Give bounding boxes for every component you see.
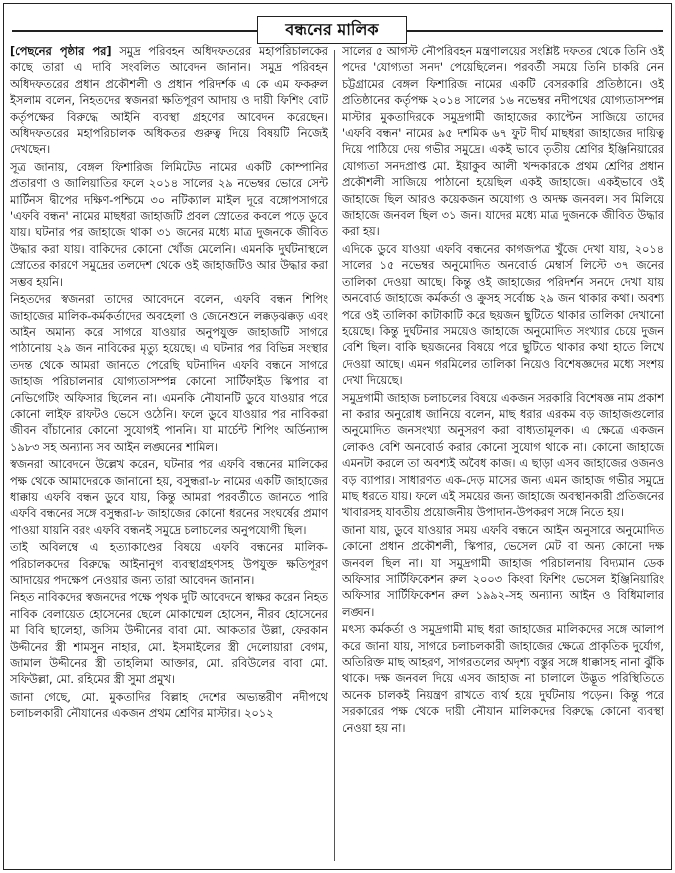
newspaper-page bbox=[3, 3, 672, 870]
paragraph: তাই অবিলম্বে এ হত্যাকাণ্ডের বিষয়ে এফবি বন্ধনের মালিক-পরিচালকদের বিরুদ্ধে আইনানুগ ব্যবস্থাগ্রহণসহ উপযুক্ত ক্ষতিপূরণ আদায়ের পদক্ষেপ নেওয়ার জন্য তারা আবেদন জানান। bbox=[10, 541, 328, 587]
article-title: বন্ধনের মালিক bbox=[257, 16, 407, 44]
paragraph: নিহত নাবিকদের স্বজনদের পক্ষে পৃথক দুটি আবেদনে স্বাক্ষর করেন নিহত নাবিক বেলায়েত হোসেনের ছেলে মোকাম্মেল হোসেন, নীরব হোসেনের মা বিবি ছালেহা, জসিম উদ্দীনের বাবা মো. আকতার উল্লা, ফেরকান উদ্দীনের স্ত্রী শামসুন নাহার, মো. ইসমাইলের স্ত্রী দেলোয়ারা বেগম, জামাল উদ্দীনের স্ত্রী তাহলিমা আক্তার, মো. রবিউলের বাবা মো. সফিউল্লা, মো. রহিমের স্ত্রী সুমা প্রমুখ। bbox=[10, 591, 328, 687]
paragraph: জানা গেছে, মো. মুকতাদির বিল্লাহ দেশের অভ্যন্তরীণ নদীপথে চলাচলকারী নৌযানের একজন প্রথম শ্রেণির মাস্টার। ২০১২ bbox=[10, 690, 328, 721]
paragraph: স্বজনরা আবেদনে উল্লেখ করেন, ঘটনার পর এফবি বন্ধনের মালিকের পক্ষ থেকে আমাদেরকে জানানো হয়, বসুন্ধরা-৮ নামের একটি জাহাজের ধাক্কায় এফবি বন্ধন ডুবে যায়, কিন্তু আমরা পরবর্তীতে জানতে পারি এফবি বন্ধনের সঙ্গে বসুন্ধরা-৮ জাহাজের কোনো ধরনের সংঘর্ষের প্রমাণ পাওয়া যায়নি বরং এফবি বন্ধনই সমুদ্রে চলাচলের অনুপযোগী ছিল। bbox=[10, 458, 328, 537]
paragraph: মৎস্য কর্মকর্তা ও সমুদ্রগামী মাছ ধরা জাহাজের মালিকদের সঙ্গে আলাপ করে জানা যায়, সাগরে চলাচলকারী জাহাজের ক্ষেত্রে প্রাকৃতিক দুর্যোগ, অতিরিক্ত মাছ আহরণ, সাগরতলের অদৃশ্য বস্তুর সঙ্গে ধাক্কাসহ নানা ঝুঁকি থাকে। দক্ষ জনবল দিয়ে এসব জাহাজ না চালালে উদ্ভূত পরিস্থিতিতে অনেক চালকই নিয়ন্ত্রণ রাখতে ব্যর্থ হয়ে দুর্ঘটনায় পড়েন। কিন্তু পরে সরকারের পক্ষ থেকে দায়ী নৌযান মালিকদের বিরুদ্ধে কোনো ব্যবস্থা নেওয়া হয় না। bbox=[342, 623, 664, 735]
paragraph: এদিকে ডুবে যাওয়া এফবি বন্ধনের কাগজপত্র খুঁজে দেখা যায়, ২০১৪ সালের ১৫ নভেম্বর অনুমোদিত অনবোর্ড মেম্বার্স লিস্টে ৩৭ জনের তালিকা দেওয়া আছে। কিন্তু ওই জাহাজের পরিদর্শন সনদে দেখা যায় অনবোর্ড জাহাজে কর্মকর্তা ও ক্রুসহ সর্বোচ্চ ২৯ জন থাকার কথা। অবশ্য পরে ওই তালিকা কাটাকাটি করে ছয়জন ছুটিতে থাকার তালিকা দেখানো হয়েছে। কিন্তু দুর্ঘটনার সময়েও জাহাজে অনুমোদিত সংখ্যার চেয়ে দুজন বেশি ছিল। বাকি ছয়জনের বিষয়ে পরে ছুটিতে থাকার কথা হাতে লিখে দেওয়া আছে। এমন গরমিলের তালিকা নিয়েও বিশেষজ্ঞদের মধ্যে সংশয় দেখা দিয়েছে। bbox=[342, 242, 664, 388]
paragraph: সূত্র জানায়, বেঙ্গল ফিশারিজ লিমিটেড নামের একটি কোম্পানির প্রতারণা ও জালিয়াতির ফলে ২০১৪ সালের ২৯ নভেম্বর ভোরে সেন্ট মার্টিনস দ্বীপের দক্ষিণ-পশ্চিমে ৩০ নটিক্যাল মাইল দূরে বঙ্গোপসাগরে 'এফবি বন্ধন' নামের মাছধরা জাহাজটি প্রবল স্রোতের কবলে পড়ে ডুবে যায়। ঘটনার পর জাহাজে থাকা ৩১ জনের মধ্যে মাত্র দুজনকে জীবিত উদ্ধার করা যায়। বাকিদের কোনো খোঁজ মেলেনি। এমনকি দুর্ঘটনাস্থলে স্রোতের কারণে সমুদ্রের তলদেশ থেকে ওই জাহাজটিও আর উদ্ধার করা সম্ভব হয়নি। bbox=[10, 160, 328, 289]
paragraph: নিহতদের স্বজনরা তাদের আবেদনে বলেন, এফবি বন্ধন শিপিং জাহাজের মালিক-কর্মকর্তাদের অবহেলা ও জেনেশুনে লক্কড়ঝক্কড় এবং আইন অমান্য করে সাগরে যাওয়ার অনুপযুক্ত জাহাজটি সাগরে পাঠানোয় ২৯ জন নাবিকের মৃত্যু হয়েছে। এ ঘটনার পর বিভিন্ন সংস্থার তদন্ত থেকে আমরা জানতে পেরেছি ঘটনাদিন এফবি বন্ধনে সাগরে জাহাজ পরিচালনার যোগ্যতাসম্পন্ন কোনো সার্টিফাইড স্কিপার বা নেভিগেটিং অফিসার ছিলেন না। এমনকি নৌযানটি ডুবে যাওয়ার পরে কোনো লাইফ রাফটও ভেসে ওঠেনি। ফলে ডুবে যাওয়ার পর নাবিকরা জীবন বাঁচানোর কোনো সুযোগই পাননি। যা মার্চেন্ট শিপিং অর্ডিন্যান্স ১৯৮৩ সহ অন্যান্য সব আইন লঙ্ঘনের শামিল। bbox=[10, 293, 328, 454]
paragraph bbox=[10, 44, 328, 159]
paragraph: সমুদ্রগামী জাহাজ চলাচলের বিষয়ে একজন সরকারি বিশেষজ্ঞ নাম প্রকাশ না করার অনুরোধ জানিয়ে বলেন, মাছ ধরার এরকম বড় জাহাজগুলোর অনুমোদিত জনসংখ্যা অনুসরণ করা বাধ্যতামূলক। এ ক্ষেত্রে একজন লোকও বেশি অনবোর্ড করার কোনো সুযোগ থাকে না। কোনো জাহাজে এমনটা করলে তা অবশ্যই অবৈধ কাজ। এ ছাড়া এসব জাহাজের ওজনও বড় ব্যাপার। সাধারণত এক-দেড় মাসের জন্য এমন জাহাজ গভীর সমুদ্রে মাছ ধরতে যায়। ফলে এই সময়ের জন্য জাহাজে অবস্থানকারী প্রতিজনের খাবারসহ যাবতীয় প্রয়োজনীয় উপাদান-উপকরণ সঙ্গে নিতে হয়। bbox=[342, 391, 664, 520]
right-column bbox=[342, 44, 664, 863]
column-divider bbox=[334, 50, 335, 861]
paragraph-text: সমুদ্র পরিবহন অধিদফতরের মহাপরিচালকের কাছে তারা এ দাবি সংবলিত আবেদন জানান। সমুদ্র পরিবহন অধিদফতরের প্রধান প্রকৌশলী ও প্রধান পরিদর্শক এ কে এম ফকরুল ইসলাম বলেন, নিহতদের স্বজনরা ক্ষতিপূরণ আদায় ও দায়ী ফিশিং বোট কর্তৃপক্ষের বিরুদ্ধে আইনি ব্যবস্থা গ্রহণের আবেদন করেছেন। অধিদফতরের মহাপরিচালক অধিকতর গুরুত্ব দিয়ে বিষয়টি নিজেই দেখছেন। bbox=[10, 45, 328, 157]
paragraph: সালের ৫ আগস্ট নৌপরিবহন মন্ত্রণালয়ের সংশ্লিষ্ট দফতর থেকে তিনি ওই পদের 'যোগ্যতা সনদ' পেয়েছিলেন। পরবর্তী সময়ে তিনি চাকরি নেন চট্টগ্রামের বেঙ্গল ফিশারিজ নামের একটি বেসরকারি প্রতিষ্ঠানে। ওই প্রতিষ্ঠানের কর্তৃপক্ষ ২০১৪ সালের ১৬ নভেম্বর নদীপথের যোগ্যতাসম্পন্ন মাস্টার মুকতাদিরকে সমুদ্রগামী জাহাজের ক্যাপ্টেন সাজিয়ে তাদের 'এফবি বন্ধন' নামের ৯৫ দশমিক ৬৭ ফুট দীর্ঘ মাছধরা জাহাজের দায়িত্ব দিয়ে পাঠিয়ে দেয় গভীর সমুদ্রে। একই ভাবে তৃতীয় শ্রেণির ইঞ্জিনিয়ারের যোগ্যতা সনদপ্রাপ্ত মো. ইয়াকুব আলী খন্দকারকে প্রথম শ্রেণির প্রধান প্রকৌশলী সাজিয়ে পাঠানো হয়েছিল একই জাহাজে। একইভাবে ওই জাহাজে ছিল আরও কয়েকজন অযোগ্য ও অদক্ষ জনবল। সব মিলিয়ে জাহাজে জনবল ছিল ৩১ জন। যাদের মধ্যে মাত্র দুজনকে জীবিত উদ্ধার করা হয়। bbox=[342, 45, 664, 239]
paragraph: জানা যায়, ডুবে যাওয়ার সময় এফবি বন্ধনে আইন অনুসারে অনুমোদিত কোনো প্রধান প্রকৌশলী, স্কিপার, ভেসেল মেট বা অন্য কোনো দক্ষ জনবল ছিল না। যা সমুদ্রগামী জাহাজ পরিচালনায় বিদ্যমান ডেক অফিসার সার্টিফিকেশন রুল ২০০৩ কিংবা ফিশিং ভেসেল ইঞ্জিনিয়ারিং অফিসার সার্টিফিকেশন রুল ১৯৯২-সহ অন্যান্য আইন ও বিধিমালার লঙ্ঘন। bbox=[342, 523, 664, 619]
left-column bbox=[10, 44, 328, 863]
continuation-label: [পেছনের পৃষ্ঠার পর] bbox=[10, 45, 112, 58]
article-header bbox=[4, 4, 671, 46]
